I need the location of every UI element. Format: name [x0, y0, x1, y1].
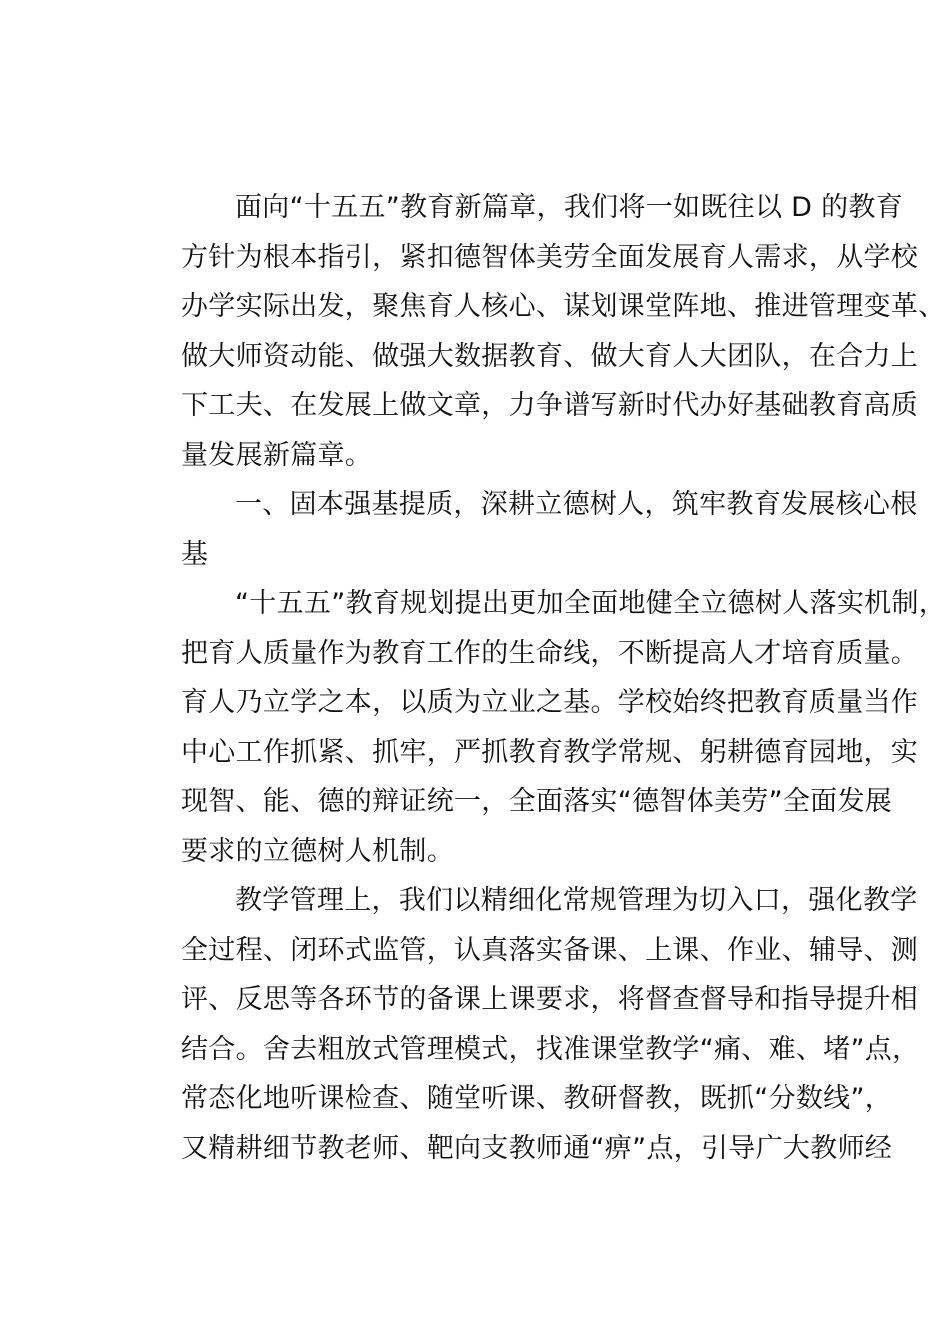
text-line: 基: [181, 538, 209, 570]
text-line: 现智、能、德的辩证统一，全面落实“德智体美劳”全面发展: [181, 786, 893, 817]
text-line: 全过程、闭环式监管，认真落实备课、上课、作业、辅导、测: [181, 934, 919, 966]
text-line: 做大师资动能、做强大数据教育、做大育人大团队，在合力上: [181, 340, 919, 372]
text-line: “十五五”教育规划提出更加全面地健全立德树人落实机制，: [235, 588, 947, 619]
text-line: 把育人质量作为教育工作的生命线，不断提高人才培育质量。: [181, 637, 919, 669]
text-line: 要求的立德树人机制。: [181, 835, 454, 867]
document-body: [127, 183, 947, 1173]
text-line: 常态化地听课检查、随堂听课、教研督教，既抓“分数线”，: [181, 1083, 893, 1114]
paragraph-intro: [127, 183, 946, 480]
text-line: 又精耕细节教老师、靶向支教师通“痹”点，引导广大教师经: [181, 1132, 893, 1164]
text-line: 育人乃立学之本，以质为立业之基。学校始终把教育质量当作: [181, 687, 919, 718]
text-line: 面向“十五五”教育新篇章，我们将一如既往以 D 的教育: [235, 192, 904, 223]
text-line: 中心工作抓紧、抓牢，严抓教育教学常规、躬耕德育园地，实: [181, 736, 919, 768]
paragraph-plan: [127, 579, 947, 876]
section-heading: [127, 480, 918, 579]
text-line: 教学管理上，我们以精细化常规管理为切入口，强化教学: [235, 885, 918, 916]
text-line: 一、固本强基提质，深耕立德树人，筑牢教育发展核心根: [235, 489, 918, 520]
text-line: 方针为根本指引，紧扣德智体美劳全面发展育人需求，从学校: [181, 241, 919, 273]
text-line: 量发展新篇章。: [181, 439, 373, 471]
text-line: 结合。舍去粗放式管理模式，找准课堂教学“痛、难、堵”点，: [181, 1033, 920, 1065]
paragraph-teaching-management: [127, 876, 920, 1173]
text-line: 办学实际出发，聚焦育人核心、谋划课堂阵地、推进管理变革、: [181, 291, 946, 322]
text-line: 评、反思等各环节的备课上课要求，将督查督导和指导提升相: [181, 984, 919, 1015]
text-line: 下工夫、在发展上做文章，力争谱写新时代办好基础教育高质: [181, 390, 919, 421]
